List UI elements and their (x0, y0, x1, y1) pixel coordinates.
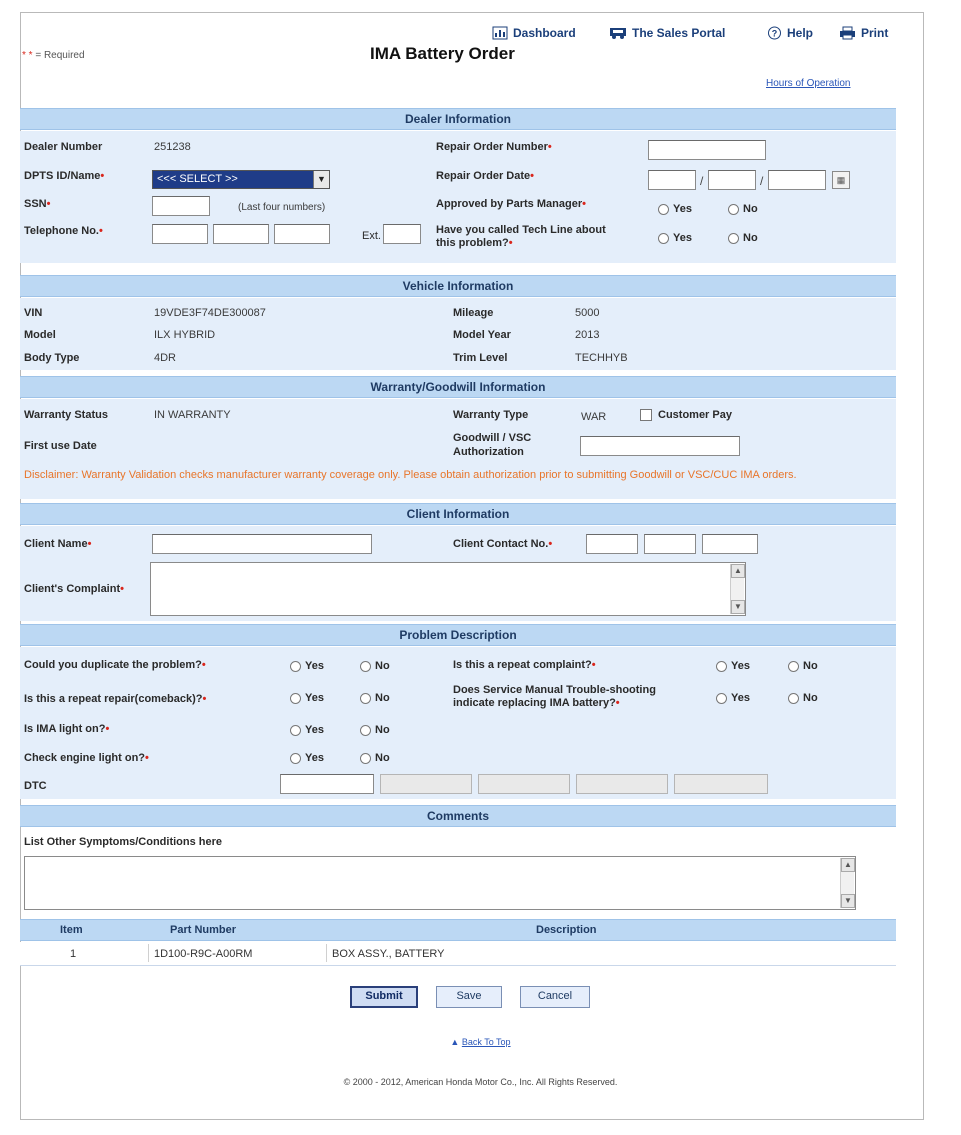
warranty-status-value: IN WARRANTY (154, 409, 231, 421)
body-type-value: 4DR (154, 352, 177, 364)
telephone-area-input[interactable] (152, 224, 208, 244)
radio-icon[interactable] (360, 725, 371, 736)
warranty-type-label: Warranty Type (453, 409, 529, 421)
column-header-part-number: Part Number (170, 924, 237, 936)
back-to-top-label: Back To Top (461, 1037, 511, 1047)
radio-icon[interactable] (290, 753, 301, 764)
repeat-complaint-label: Is this a repeat complaint?• (453, 659, 596, 671)
save-button[interactable]: Save (436, 986, 502, 1008)
client-contact-prefix-input[interactable] (644, 534, 696, 554)
repair-order-date-label: Repair Order Date• (436, 170, 535, 182)
radio-icon[interactable] (360, 661, 371, 672)
approved-yes-radio[interactable]: Yes (658, 203, 692, 215)
page-title: IMA Battery Order (370, 44, 515, 63)
parts-table-header (20, 919, 896, 941)
radio-icon[interactable] (360, 753, 371, 764)
nav-sales-portal-link[interactable] (609, 26, 725, 40)
repeat-repair-no-radio[interactable]: No (360, 692, 390, 704)
ssn-input[interactable] (152, 196, 210, 216)
service-manual-no-radio[interactable]: No (788, 692, 818, 704)
check-engine-yes-radio[interactable]: Yes (290, 752, 324, 764)
printer-icon (839, 26, 856, 40)
techline-no-radio[interactable]: No (728, 232, 758, 244)
ima-light-no-radio[interactable]: No (360, 724, 390, 736)
radio-icon[interactable] (788, 693, 799, 704)
customer-pay-checkbox[interactable]: Customer Pay (640, 409, 732, 421)
goodwill-authorization-input[interactable] (580, 436, 740, 456)
radio-icon[interactable] (716, 661, 727, 672)
trim-level-value: TECHHYB (575, 352, 628, 364)
scrollbar[interactable] (840, 858, 854, 908)
column-header-description: Description (536, 924, 597, 936)
required-note-text: = Required (35, 50, 85, 61)
date-separator: / (760, 174, 764, 188)
dashboard-icon (492, 26, 508, 40)
trim-level-label: Trim Level (453, 352, 508, 364)
nav-sales-portal-label: The Sales Portal (632, 26, 726, 40)
warranty-disclaimer: Disclaimer: Warranty Validation checks manufacturer warranty coverage only. Please obtain authorization prior to submitting Goodwill or VSC/CUC IMA orders. (24, 469, 797, 481)
warranty-type-value: WAR (581, 411, 607, 423)
radio-icon[interactable] (290, 725, 301, 736)
repeat-complaint-yes-radio[interactable]: Yes (716, 660, 750, 672)
row-item: 1 (70, 948, 77, 960)
repair-order-year-input[interactable] (768, 170, 826, 190)
client-name-label: Client Name• (24, 538, 92, 550)
repair-order-number-label: Repair Order Number• (436, 141, 552, 153)
duplicate-problem-label: Could you duplicate the problem?• (24, 659, 206, 671)
telephone-line-input[interactable] (274, 224, 330, 244)
dtc-label: DTC (24, 780, 47, 792)
dtc-input-5 (674, 774, 768, 794)
model-year-value: 2013 (575, 329, 600, 341)
first-use-date-label: First use Date (24, 440, 97, 452)
service-manual-label: Does Service Manual Trouble-shooting indicate replacing IMA battery?• (453, 684, 656, 709)
mileage-value: 5000 (575, 307, 600, 319)
repair-order-number-input[interactable] (648, 140, 766, 160)
scroll-up-icon[interactable]: ▲ (841, 858, 855, 872)
model-label: Model (24, 329, 56, 341)
back-to-top-link[interactable] (0, 1037, 961, 1047)
radio-icon[interactable] (360, 693, 371, 704)
problem-description-header: Problem Description (20, 624, 896, 646)
svg-text:?: ? (771, 28, 778, 39)
scroll-down-icon[interactable]: ▼ (841, 894, 855, 908)
cancel-button[interactable]: Cancel (520, 986, 590, 1008)
ssn-hint: (Last four numbers) (238, 202, 326, 213)
repair-order-day-input[interactable] (708, 170, 756, 190)
radio-icon[interactable] (658, 233, 669, 244)
vehicle-information-header: Vehicle Information (20, 275, 896, 297)
model-value: ILX HYBRID (154, 329, 216, 341)
calendar-icon[interactable]: ▦ (832, 171, 850, 189)
duplicate-no-radio[interactable]: No (360, 660, 390, 672)
telephone-label: Telephone No.• (24, 225, 103, 237)
checkbox-icon[interactable] (640, 409, 652, 421)
dtc-input-3 (478, 774, 570, 794)
ima-light-label: Is IMA light on?• (24, 723, 110, 735)
required-star: * * (22, 50, 33, 61)
client-contact-area-input[interactable] (586, 534, 638, 554)
repair-order-month-input[interactable] (648, 170, 696, 190)
dtc-input-1[interactable] (280, 774, 374, 794)
client-name-input[interactable] (152, 534, 372, 554)
copyright-footer: © 2000 - 2012, American Honda Motor Co., Inc. All Rights Reserved. (343, 1077, 618, 1087)
nav-print-label: Print (861, 26, 889, 40)
nav-dashboard-label: Dashboard (513, 26, 576, 40)
radio-icon[interactable] (290, 693, 301, 704)
dpts-selected-value: <<< SELECT >> (157, 173, 238, 185)
techline-yes-radio[interactable]: Yes (658, 232, 692, 244)
radio-icon[interactable] (658, 204, 669, 215)
approved-by-parts-manager-label: Approved by Parts Manager• (436, 198, 586, 210)
warranty-information-header: Warranty/Goodwill Information (20, 376, 896, 398)
vin-value: 19VDE3F74DE300087 (154, 307, 266, 319)
repeat-complaint-no-radio[interactable]: No (788, 660, 818, 672)
dealer-information-header: Dealer Information (20, 108, 896, 130)
radio-icon[interactable] (728, 233, 739, 244)
scroll-down-icon[interactable]: ▼ (731, 600, 745, 614)
hours-of-operation-link[interactable]: Hours of Operation (766, 78, 851, 89)
client-contact-label: Client Contact No.• (453, 538, 553, 550)
dealer-number-label: Dealer Number (24, 141, 103, 153)
client-information-header: Client Information (20, 503, 896, 525)
model-year-label: Model Year (453, 329, 511, 341)
warranty-status-label: Warranty Status (24, 409, 108, 421)
client-contact-line-input[interactable] (702, 534, 758, 554)
help-icon (767, 26, 782, 40)
comments-header: Comments (20, 805, 896, 827)
nav-help-label: Help (787, 26, 814, 40)
nav-print-link[interactable] (839, 26, 888, 40)
radio-icon[interactable] (716, 693, 727, 704)
dpts-label: DPTS ID/Name• (24, 170, 105, 182)
dtc-input-2 (380, 774, 472, 794)
dtc-input-4 (576, 774, 668, 794)
goodwill-label: Goodwill / VSC Authorization (453, 432, 532, 458)
car-icon (609, 26, 627, 40)
duplicate-yes-radio[interactable]: Yes (290, 660, 324, 672)
chevron-down-icon[interactable]: ▼ (313, 171, 329, 188)
arrow-up-icon: ▲ (450, 1037, 460, 1047)
service-manual-yes-radio[interactable]: Yes (716, 692, 750, 704)
row-part-number: 1D100-R9C-A00RM (154, 948, 253, 960)
nav-dashboard-link[interactable] (492, 26, 576, 40)
telephone-prefix-input[interactable] (213, 224, 269, 244)
dpts-select[interactable] (152, 170, 330, 189)
check-engine-label: Check engine light on?• (24, 752, 149, 764)
ssn-label: SSN• (24, 198, 51, 210)
other-symptoms-label: List Other Symptoms/Conditions here (24, 836, 223, 848)
radio-icon[interactable] (728, 204, 739, 215)
repeat-repair-yes-radio[interactable]: Yes (290, 692, 324, 704)
scrollbar[interactable] (730, 564, 744, 614)
scroll-up-icon[interactable]: ▲ (731, 564, 745, 578)
mileage-label: Mileage (453, 307, 494, 319)
ima-light-yes-radio[interactable]: Yes (290, 724, 324, 736)
radio-icon[interactable] (788, 661, 799, 672)
row-description: BOX ASSY., BATTERY (332, 948, 445, 960)
techline-label: Have you called Tech Line about this problem?• (436, 224, 606, 249)
repeat-repair-label: Is this a repeat repair(comeback)?• (24, 693, 207, 705)
vin-label: VIN (24, 307, 43, 319)
approved-no-radio[interactable]: No (728, 203, 758, 215)
client-complaint-textarea[interactable] (150, 562, 746, 616)
nav-help-link[interactable] (767, 26, 813, 40)
client-complaint-label: Client's Complaint• (24, 583, 124, 595)
ext-label: Ext. (362, 230, 381, 242)
date-separator: / (700, 174, 704, 188)
dealer-number-value: 251238 (154, 141, 191, 153)
required-note (22, 50, 85, 61)
body-type-label: Body Type (24, 352, 80, 364)
table-row (20, 942, 896, 966)
submit-button[interactable]: Submit (350, 986, 418, 1008)
column-header-item: Item (60, 924, 83, 936)
other-symptoms-textarea[interactable] (24, 856, 856, 910)
telephone-ext-input[interactable] (383, 224, 421, 244)
radio-icon[interactable] (290, 661, 301, 672)
check-engine-no-radio[interactable]: No (360, 752, 390, 764)
